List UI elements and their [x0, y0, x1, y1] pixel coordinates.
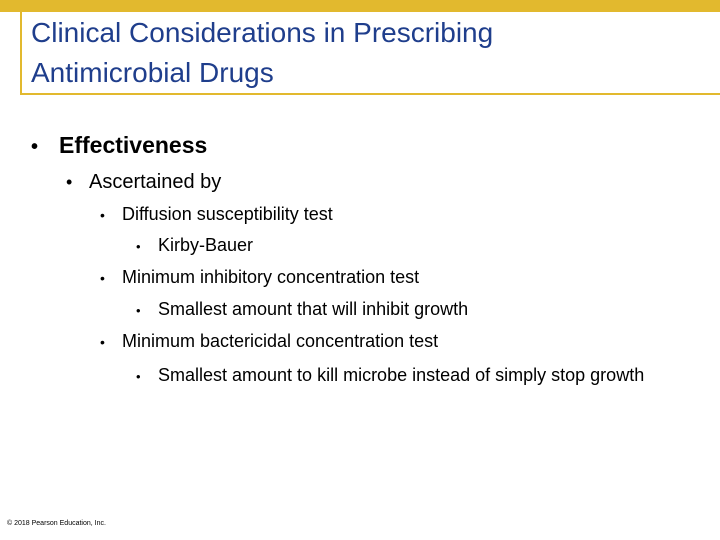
bullet-item-level-3 [100, 331, 438, 352]
bullet-marker: • [100, 270, 105, 286]
bullet-marker: • [100, 334, 105, 350]
bullet-text: Smallest amount to kill microbe instead of simply stop growth [158, 365, 645, 385]
copyright-footer: © 2018 Pearson Education, Inc. [7, 520, 106, 527]
bullet-item-level-4 [136, 362, 658, 389]
slide-title-line-1: Clinical Considerations in Prescribing [31, 17, 494, 48]
bullet-text: Effectiveness [59, 132, 208, 158]
bullet-item-level-3 [100, 204, 333, 225]
bullet-text: Smallest amount that will inhibit growth [158, 299, 469, 319]
bullet-marker: • [136, 369, 141, 384]
bullet-marker: • [136, 303, 141, 318]
slide-title-line-2: Antimicrobial Drugs [31, 57, 274, 88]
bullet-item-level-1 [31, 132, 207, 159]
bullet-marker: • [66, 172, 73, 192]
bullet-text: Minimum bactericidal concentration test [122, 331, 439, 351]
bullet-item-level-3 [100, 267, 419, 288]
bullet-marker: • [136, 239, 141, 254]
bullet-item-level-2 [66, 171, 221, 194]
bullet-marker: • [100, 207, 105, 223]
bullet-item-level-4 [136, 299, 468, 320]
bullet-text: Kirby-Bauer [158, 235, 254, 255]
bullet-marker: • [31, 136, 39, 158]
bullet-text: Ascertained by [89, 171, 222, 193]
bullet-text: Diffusion susceptibility test [122, 204, 333, 224]
bullet-text: Minimum inhibitory concentration test [122, 267, 420, 287]
bullet-item-level-4 [136, 235, 253, 256]
